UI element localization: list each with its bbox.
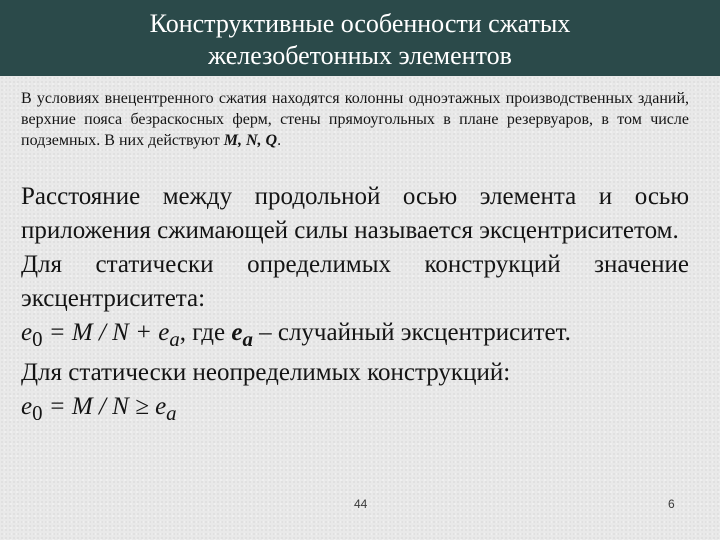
formula-1-text-pre: где — [186, 319, 232, 346]
intro-forces: M, N, Q — [223, 132, 278, 149]
formula-1-e: e — [21, 319, 33, 346]
formula-1-sub-0: 0 — [32, 327, 43, 351]
formula-2-sub-a: a — [166, 401, 177, 425]
formula-determinate — [21, 316, 689, 356]
formula-1-text-post: – случайный эксцентриситет. — [252, 319, 571, 346]
indeterminate-heading: Для статически неопределимых конструкций: — [21, 359, 511, 386]
formula-1-ea-sub: a — [242, 327, 253, 351]
intro-end: . — [277, 132, 282, 149]
eccentricity-definition: Расстояние между продольной осью элемента и осью приложения сжимающей силы называется эксцентриситетом. — [21, 183, 689, 244]
slide-number: 6 — [668, 497, 675, 511]
main-content — [21, 180, 689, 430]
formula-1-sub-a: a — [169, 327, 180, 351]
formula-2-sub-0: 0 — [32, 401, 43, 425]
formula-2-body: = M / N ≥ e — [42, 393, 167, 420]
footer-center-number: 44 — [354, 497, 368, 511]
intro-text: В условиях внецентренного сжатия находятся колонны одноэтажных производственных зданий, верхние пояса безраскосных ферм, стены прямоугольных в плане резервуаров, в том числе подземных. В них действуют — [21, 90, 689, 149]
formula-1-body: = M / N + e — [42, 319, 170, 346]
intro-paragraph — [21, 88, 689, 151]
formula-2-e: e — [21, 393, 33, 420]
title-bar — [0, 0, 720, 76]
formula-1-comma: , — [179, 319, 186, 346]
slide-title-line-2: железобетонных элементов — [208, 41, 512, 70]
determinate-heading: Для статически определимых конструкций значение эксцентриситета: — [21, 251, 689, 312]
formula-1-ea-e: e — [231, 319, 243, 346]
slide-title-line-1: Конструктивные особенности сжатых — [149, 9, 571, 38]
slide-title — [150, 8, 571, 72]
formula-indeterminate — [21, 390, 689, 430]
